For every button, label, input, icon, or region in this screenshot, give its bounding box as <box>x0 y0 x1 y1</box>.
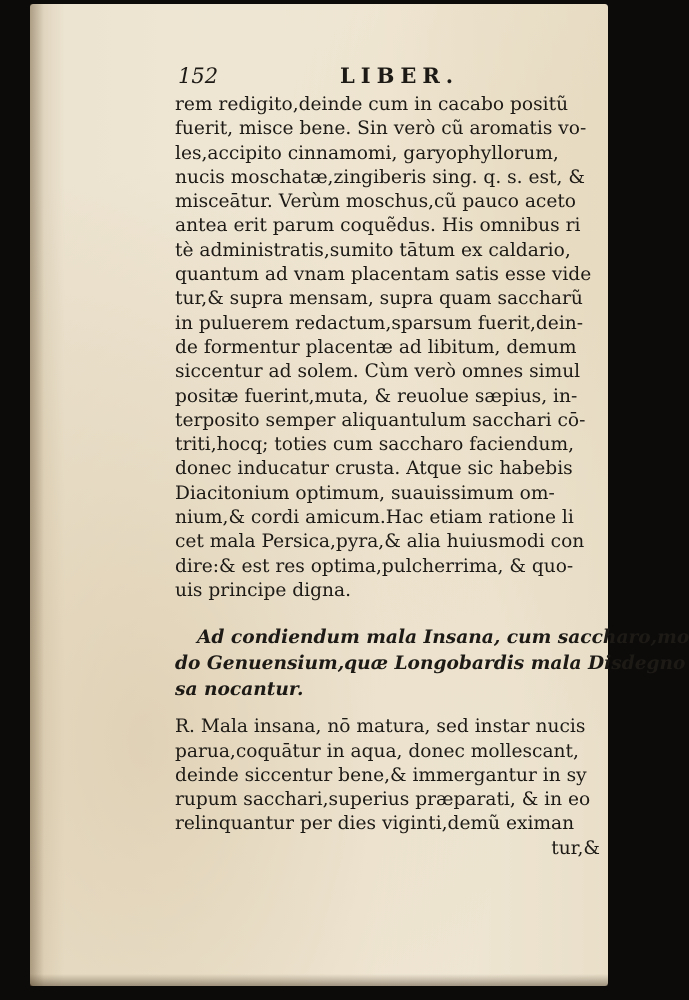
text-line: terposito semper aliquantulum sacchari cō- <box>175 409 586 431</box>
book-page <box>30 4 689 986</box>
heading-line: do Genuensium,quæ Longobardis mala Disdegno <box>175 653 686 675</box>
text-line: cet mala Persica,pyra,& alia huiusmodi con <box>175 531 585 553</box>
catchword: tur,& <box>551 837 600 859</box>
text-line: in puluerem redactum,sparsum fuerit,dein- <box>175 312 584 334</box>
text-line: siccentur ad solem. Cùm verò omnes simul <box>175 361 581 383</box>
heading-line: Ad condiendum mala Insana, cum saccharo,mo <box>197 627 689 649</box>
text-line: triti,hocq; toties cum saccharo faciendum, <box>175 434 575 456</box>
text-line: rupum sacchari,superius præparati, & in eo <box>175 789 591 811</box>
text-line: nucis moschatæ,zingiberis sing. q. s. est, & <box>175 166 585 188</box>
text-line: tur,& supra mensam, supra quam saccharũ <box>175 288 583 310</box>
page-gutter-shadow <box>30 4 44 986</box>
paragraph-one <box>175 93 620 603</box>
text-line: donec inducatur crusta. Atque sic habebis <box>175 458 573 480</box>
text-block <box>175 59 689 861</box>
text-line: de formentur placentæ ad libitum, demum <box>175 336 577 358</box>
text-line: misceātur. Verùm moschus,cũ pauco aceto <box>175 191 576 213</box>
text-line: parua,coquātur in aqua, donec mollescant, <box>175 740 579 762</box>
text-line: tè administratis,sumito tātum ex caldario, <box>175 239 571 261</box>
page-bottom-edge <box>30 974 608 986</box>
text-line: dire:& est res optima,pulcherrima, & quo- <box>175 555 574 577</box>
running-head: LIBER. <box>340 63 460 88</box>
text-line: quantum ad vnam placentam satis esse vide <box>175 264 592 286</box>
text-line: Diacitonium optimum, suauissimum om- <box>175 482 555 504</box>
text-line: les,accipito cinnamomi, garyophyllorum, <box>175 142 559 164</box>
text-line: deinde siccentur bene,& immergantur in sy <box>175 764 587 786</box>
text-line: fuerit, misce bene. Sin verò cũ aromatis vo- <box>175 118 587 140</box>
text-line: rem redigito,deinde cum in cacabo positũ <box>175 94 569 115</box>
text-line: antea erit parum coquẽdus. His omnibus ri <box>175 215 581 237</box>
paragraph-two <box>175 715 620 861</box>
page-number: 152 <box>178 64 219 88</box>
text-line: nium,& cordi amicum.Hac etiam ratione li <box>175 507 574 529</box>
recipe-heading <box>175 625 689 703</box>
text-line: R. Mala insana, nō matura, sed instar nucis <box>175 716 586 738</box>
text-line: relinquantur per dies viginti,demũ eximan <box>175 813 575 835</box>
page-header <box>175 59 620 93</box>
text-line: positæ fuerint,muta, & reuolue sæpius, in- <box>175 385 578 407</box>
text-line: uis principe digna. <box>175 579 351 601</box>
heading-line: sa nocantur. <box>175 679 304 701</box>
